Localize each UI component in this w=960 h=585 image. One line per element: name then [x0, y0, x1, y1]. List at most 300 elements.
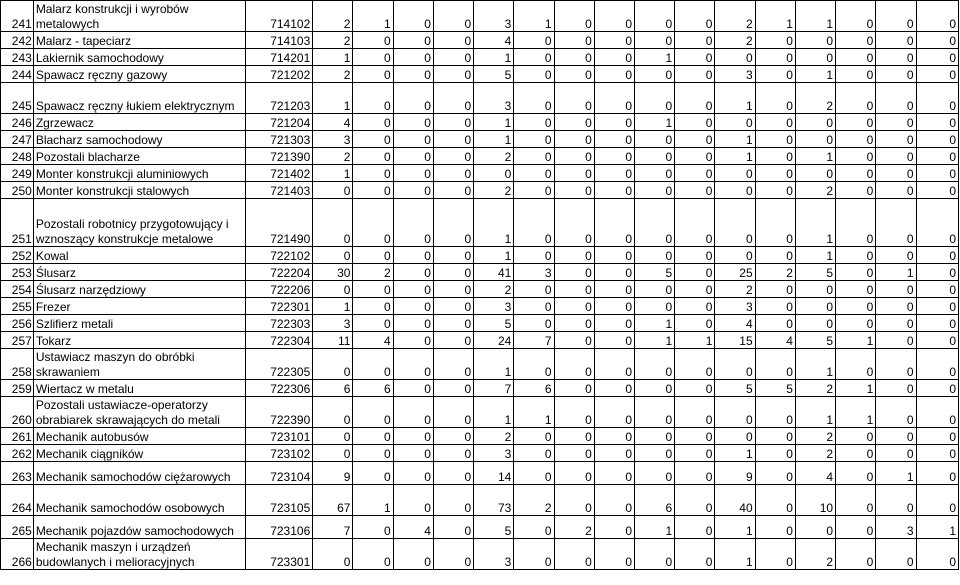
table-row — [1, 32, 959, 49]
value-cell: 0 — [876, 66, 916, 83]
value-cell: 1 — [635, 315, 675, 332]
value-cell: 0 — [313, 182, 353, 199]
value-cell: 0 — [554, 349, 594, 380]
value-cell: 0 — [433, 1, 473, 32]
table-row — [1, 332, 959, 349]
value-cell: 2 — [313, 66, 353, 83]
value-cell: 5 — [755, 380, 795, 397]
value-cell: 10 — [795, 485, 835, 516]
value-cell: 2 — [514, 485, 554, 516]
value-cell: 0 — [514, 49, 554, 66]
value-cell: 2 — [313, 32, 353, 49]
value-cell: 0 — [675, 539, 715, 570]
row-number: 247 — [1, 131, 34, 148]
value-cell: 0 — [433, 32, 473, 49]
value-cell: 0 — [594, 397, 634, 428]
value-cell: 0 — [433, 199, 473, 247]
occupation-name: Mechanik ciągników — [33, 445, 245, 462]
value-cell: 0 — [675, 445, 715, 462]
table-row — [1, 349, 959, 380]
table-row — [1, 315, 959, 332]
value-cell: 0 — [554, 66, 594, 83]
row-number: 252 — [1, 247, 34, 264]
occupation-name: Lakiernik samochodowy — [33, 49, 245, 66]
row-number: 246 — [1, 114, 34, 131]
value-cell: 73 — [474, 485, 514, 516]
value-cell: 1 — [474, 247, 514, 264]
table-row — [1, 199, 959, 247]
value-cell: 0 — [715, 165, 755, 182]
value-cell: 0 — [393, 349, 433, 380]
value-cell: 0 — [916, 380, 958, 397]
value-cell: 0 — [755, 114, 795, 131]
value-cell: 0 — [393, 1, 433, 32]
value-cell: 0 — [876, 114, 916, 131]
occupation-name: Malarz konstrukcji i wyrobów metalowych — [33, 1, 245, 32]
value-cell: 0 — [876, 165, 916, 182]
value-cell: 0 — [433, 165, 473, 182]
value-cell: 0 — [755, 165, 795, 182]
occupation-name: Malarz - tapeciarz — [33, 32, 245, 49]
row-number: 264 — [1, 485, 34, 516]
table-row — [1, 397, 959, 428]
row-number: 255 — [1, 298, 34, 315]
value-cell: 0 — [313, 247, 353, 264]
value-cell: 0 — [635, 445, 675, 462]
occupation-name: Monter konstrukcji stalowych — [33, 182, 245, 199]
value-cell: 0 — [393, 247, 433, 264]
value-cell: 1 — [675, 332, 715, 349]
value-cell: 1 — [474, 114, 514, 131]
value-cell: 0 — [755, 349, 795, 380]
table-row — [1, 148, 959, 165]
occupation-name: Ustawiacz maszyn do obróbki skrawaniem — [33, 349, 245, 380]
value-cell: 0 — [836, 32, 876, 49]
row-number: 258 — [1, 349, 34, 380]
value-cell: 0 — [635, 298, 675, 315]
value-cell: 0 — [514, 182, 554, 199]
value-cell: 0 — [635, 428, 675, 445]
value-cell: 0 — [393, 445, 433, 462]
value-cell: 0 — [715, 349, 755, 380]
value-cell: 0 — [916, 32, 958, 49]
value-cell: 1 — [795, 66, 835, 83]
value-cell: 0 — [594, 66, 634, 83]
value-cell: 3 — [474, 298, 514, 315]
value-cell: 0 — [876, 445, 916, 462]
value-cell: 0 — [675, 349, 715, 380]
value-cell: 0 — [594, 1, 634, 32]
value-cell: 0 — [836, 131, 876, 148]
value-cell: 0 — [554, 83, 594, 114]
table-row — [1, 83, 959, 114]
occupation-name: Mechanik pojazdów samochodowych — [33, 516, 245, 539]
value-cell: 0 — [836, 539, 876, 570]
value-cell: 0 — [916, 298, 958, 315]
occupation-code: 722301 — [245, 298, 313, 315]
value-cell: 3 — [474, 1, 514, 32]
value-cell: 0 — [916, 148, 958, 165]
value-cell: 1 — [313, 49, 353, 66]
value-cell: 2 — [313, 148, 353, 165]
occupation-name: Pozostali robotnicy przygotowujący i wznoszący konstrukcje metalowe — [33, 199, 245, 247]
row-number: 266 — [1, 539, 34, 570]
row-number: 254 — [1, 281, 34, 298]
value-cell: 4 — [795, 462, 835, 485]
occupation-name: Monter konstrukcji aluminiowych — [33, 165, 245, 182]
value-cell: 0 — [433, 462, 473, 485]
value-cell: 0 — [514, 539, 554, 570]
row-number: 253 — [1, 264, 34, 281]
value-cell: 1 — [715, 83, 755, 114]
row-number: 251 — [1, 199, 34, 247]
value-cell: 0 — [594, 516, 634, 539]
value-cell: 0 — [554, 462, 594, 485]
value-cell: 0 — [836, 315, 876, 332]
value-cell: 0 — [715, 397, 755, 428]
value-cell: 0 — [474, 165, 514, 182]
value-cell: 0 — [635, 182, 675, 199]
value-cell: 0 — [836, 148, 876, 165]
value-cell: 0 — [635, 199, 675, 247]
occupation-name: Spawacz ręczny łukiem elektrycznym — [33, 83, 245, 114]
value-cell: 0 — [755, 182, 795, 199]
value-cell: 0 — [675, 298, 715, 315]
value-cell: 0 — [876, 83, 916, 114]
value-cell: 0 — [393, 83, 433, 114]
value-cell: 1 — [795, 247, 835, 264]
value-cell: 0 — [554, 165, 594, 182]
value-cell: 4 — [313, 114, 353, 131]
value-cell: 5 — [474, 516, 514, 539]
table-row — [1, 131, 959, 148]
value-cell: 4 — [474, 32, 514, 49]
value-cell: 2 — [554, 516, 594, 539]
value-cell: 1 — [836, 332, 876, 349]
value-cell: 2 — [353, 264, 393, 281]
value-cell: 0 — [514, 281, 554, 298]
value-cell: 0 — [755, 199, 795, 247]
value-cell: 0 — [876, 485, 916, 516]
value-cell: 0 — [554, 199, 594, 247]
value-cell: 0 — [353, 148, 393, 165]
value-cell: 0 — [353, 298, 393, 315]
occupation-name: Ślusarz narzędziowy — [33, 281, 245, 298]
value-cell: 3 — [876, 516, 916, 539]
value-cell: 0 — [635, 247, 675, 264]
row-number: 245 — [1, 83, 34, 114]
table-row — [1, 66, 959, 83]
value-cell: 0 — [433, 298, 473, 315]
value-cell: 0 — [675, 462, 715, 485]
value-cell: 2 — [715, 281, 755, 298]
value-cell: 0 — [916, 445, 958, 462]
occupation-name: Ślusarz — [33, 264, 245, 281]
value-cell: 0 — [755, 281, 795, 298]
value-cell: 1 — [635, 49, 675, 66]
row-number: 250 — [1, 182, 34, 199]
occupation-code: 722204 — [245, 264, 313, 281]
value-cell: 0 — [554, 428, 594, 445]
value-cell: 0 — [795, 315, 835, 332]
row-number: 259 — [1, 380, 34, 397]
value-cell: 0 — [916, 83, 958, 114]
table-row — [1, 165, 959, 182]
value-cell: 67 — [313, 485, 353, 516]
value-cell: 0 — [393, 462, 433, 485]
value-cell: 0 — [514, 199, 554, 247]
value-cell: 0 — [433, 247, 473, 264]
value-cell: 0 — [433, 182, 473, 199]
value-cell: 0 — [916, 66, 958, 83]
value-cell: 2 — [795, 380, 835, 397]
value-cell: 4 — [393, 516, 433, 539]
value-cell: 0 — [675, 1, 715, 32]
value-cell: 0 — [916, 165, 958, 182]
occupation-code: 722206 — [245, 281, 313, 298]
value-cell: 0 — [635, 349, 675, 380]
value-cell: 24 — [474, 332, 514, 349]
value-cell: 0 — [393, 66, 433, 83]
value-cell: 0 — [433, 397, 473, 428]
value-cell: 0 — [836, 83, 876, 114]
value-cell: 0 — [675, 281, 715, 298]
value-cell: 0 — [514, 32, 554, 49]
table-row — [1, 428, 959, 445]
value-cell: 0 — [554, 539, 594, 570]
value-cell: 0 — [353, 281, 393, 298]
value-cell: 0 — [755, 49, 795, 66]
value-cell: 5 — [474, 66, 514, 83]
occupation-code: 721402 — [245, 165, 313, 182]
value-cell: 0 — [594, 539, 634, 570]
value-cell: 0 — [836, 182, 876, 199]
value-cell: 0 — [313, 539, 353, 570]
value-cell: 3 — [474, 83, 514, 114]
occupation-code: 723105 — [245, 485, 313, 516]
row-number: 260 — [1, 397, 34, 428]
value-cell: 0 — [353, 131, 393, 148]
value-cell: 15 — [715, 332, 755, 349]
occupation-code: 722304 — [245, 332, 313, 349]
value-cell: 0 — [755, 428, 795, 445]
value-cell: 0 — [836, 114, 876, 131]
occupation-name: Mechanik samochodów osobowych — [33, 485, 245, 516]
value-cell: 0 — [393, 380, 433, 397]
value-cell: 5 — [474, 315, 514, 332]
value-cell: 0 — [594, 380, 634, 397]
occupation-code: 721204 — [245, 114, 313, 131]
value-cell: 0 — [594, 485, 634, 516]
value-cell: 1 — [313, 298, 353, 315]
value-cell: 0 — [433, 264, 473, 281]
occupation-name: Frezer — [33, 298, 245, 315]
occupation-name: Mechanik maszyn i urządzeń budowlanych i melioracyjnych — [33, 539, 245, 570]
value-cell: 0 — [755, 148, 795, 165]
value-cell: 0 — [594, 49, 634, 66]
value-cell: 0 — [675, 380, 715, 397]
value-cell: 0 — [876, 1, 916, 32]
value-cell: 0 — [635, 281, 675, 298]
value-cell: 0 — [353, 516, 393, 539]
value-cell: 0 — [675, 66, 715, 83]
value-cell: 1 — [876, 264, 916, 281]
value-cell: 0 — [795, 298, 835, 315]
value-cell: 0 — [715, 49, 755, 66]
value-cell: 6 — [353, 380, 393, 397]
value-cell: 0 — [916, 462, 958, 485]
occupation-code: 723106 — [245, 516, 313, 539]
row-number: 262 — [1, 445, 34, 462]
occupation-code: 722102 — [245, 247, 313, 264]
value-cell: 0 — [916, 428, 958, 445]
value-cell: 0 — [594, 332, 634, 349]
value-cell: 0 — [594, 281, 634, 298]
value-cell: 0 — [393, 165, 433, 182]
value-cell: 0 — [916, 199, 958, 247]
value-cell: 0 — [675, 247, 715, 264]
value-cell: 0 — [393, 49, 433, 66]
value-cell: 2 — [715, 1, 755, 32]
row-number: 265 — [1, 516, 34, 539]
value-cell: 0 — [715, 247, 755, 264]
value-cell: 0 — [836, 281, 876, 298]
value-cell: 0 — [795, 49, 835, 66]
value-cell: 1 — [795, 397, 835, 428]
value-cell: 0 — [353, 83, 393, 114]
value-cell: 1 — [474, 131, 514, 148]
value-cell: 1 — [474, 49, 514, 66]
occupation-code: 723104 — [245, 462, 313, 485]
value-cell: 1 — [474, 349, 514, 380]
value-cell: 41 — [474, 264, 514, 281]
value-cell: 0 — [755, 83, 795, 114]
value-cell: 0 — [635, 131, 675, 148]
value-cell: 40 — [715, 485, 755, 516]
value-cell: 0 — [715, 182, 755, 199]
value-cell: 4 — [715, 315, 755, 332]
value-cell: 2 — [795, 83, 835, 114]
value-cell: 0 — [675, 165, 715, 182]
value-cell: 0 — [313, 397, 353, 428]
value-cell: 1 — [795, 1, 835, 32]
value-cell: 14 — [474, 462, 514, 485]
occupation-code: 722306 — [245, 380, 313, 397]
value-cell: 0 — [353, 349, 393, 380]
table-row — [1, 281, 959, 298]
value-cell: 0 — [755, 247, 795, 264]
value-cell: 0 — [514, 349, 554, 380]
value-cell: 0 — [635, 66, 675, 83]
value-cell: 1 — [474, 397, 514, 428]
row-number: 263 — [1, 462, 34, 485]
value-cell: 2 — [474, 428, 514, 445]
value-cell: 0 — [554, 131, 594, 148]
value-cell: 0 — [635, 32, 675, 49]
value-cell: 1 — [795, 148, 835, 165]
value-cell: 0 — [433, 516, 473, 539]
value-cell: 0 — [876, 380, 916, 397]
value-cell: 0 — [795, 281, 835, 298]
table-row — [1, 485, 959, 516]
value-cell: 1 — [715, 131, 755, 148]
value-cell: 1 — [715, 445, 755, 462]
value-cell: 0 — [755, 462, 795, 485]
value-cell: 0 — [393, 199, 433, 247]
value-cell: 1 — [514, 397, 554, 428]
value-cell: 0 — [876, 298, 916, 315]
value-cell: 0 — [876, 199, 916, 247]
value-cell: 0 — [916, 349, 958, 380]
value-cell: 2 — [474, 148, 514, 165]
value-cell: 0 — [433, 281, 473, 298]
value-cell: 3 — [313, 131, 353, 148]
value-cell: 0 — [675, 148, 715, 165]
value-cell: 0 — [635, 397, 675, 428]
value-cell: 0 — [433, 445, 473, 462]
value-cell: 1 — [916, 516, 958, 539]
occupation-name: Mechanik samochodów ciężarowych — [33, 462, 245, 485]
value-cell: 0 — [313, 349, 353, 380]
value-cell: 2 — [795, 428, 835, 445]
value-cell: 0 — [594, 264, 634, 281]
value-cell: 0 — [514, 462, 554, 485]
value-cell: 0 — [514, 148, 554, 165]
value-cell: 0 — [514, 445, 554, 462]
value-cell: 3 — [474, 445, 514, 462]
value-cell: 0 — [876, 182, 916, 199]
value-cell: 0 — [353, 66, 393, 83]
value-cell: 0 — [433, 539, 473, 570]
value-cell: 0 — [836, 445, 876, 462]
value-cell: 0 — [514, 66, 554, 83]
value-cell: 25 — [715, 264, 755, 281]
value-cell: 0 — [795, 32, 835, 49]
value-cell: 0 — [715, 114, 755, 131]
table-row — [1, 247, 959, 264]
occupation-code: 721390 — [245, 148, 313, 165]
value-cell: 6 — [514, 380, 554, 397]
value-cell: 0 — [836, 298, 876, 315]
value-cell: 2 — [715, 32, 755, 49]
value-cell: 0 — [353, 428, 393, 445]
value-cell: 0 — [675, 428, 715, 445]
occupation-code: 722305 — [245, 349, 313, 380]
value-cell: 0 — [715, 199, 755, 247]
value-cell: 0 — [916, 332, 958, 349]
value-cell: 0 — [594, 315, 634, 332]
value-cell: 0 — [755, 32, 795, 49]
table-row — [1, 298, 959, 315]
occupation-code: 714201 — [245, 49, 313, 66]
value-cell: 0 — [836, 462, 876, 485]
value-cell: 0 — [635, 1, 675, 32]
value-cell: 0 — [755, 516, 795, 539]
occupation-name: Zgrzewacz — [33, 114, 245, 131]
value-cell: 0 — [393, 315, 433, 332]
value-cell: 0 — [313, 428, 353, 445]
value-cell: 2 — [313, 1, 353, 32]
value-cell: 0 — [916, 397, 958, 428]
row-number: 257 — [1, 332, 34, 349]
value-cell: 0 — [675, 114, 715, 131]
table-row — [1, 1, 959, 32]
value-cell: 1 — [635, 332, 675, 349]
value-cell: 0 — [514, 165, 554, 182]
value-cell: 0 — [554, 332, 594, 349]
value-cell: 0 — [554, 380, 594, 397]
value-cell: 0 — [836, 199, 876, 247]
